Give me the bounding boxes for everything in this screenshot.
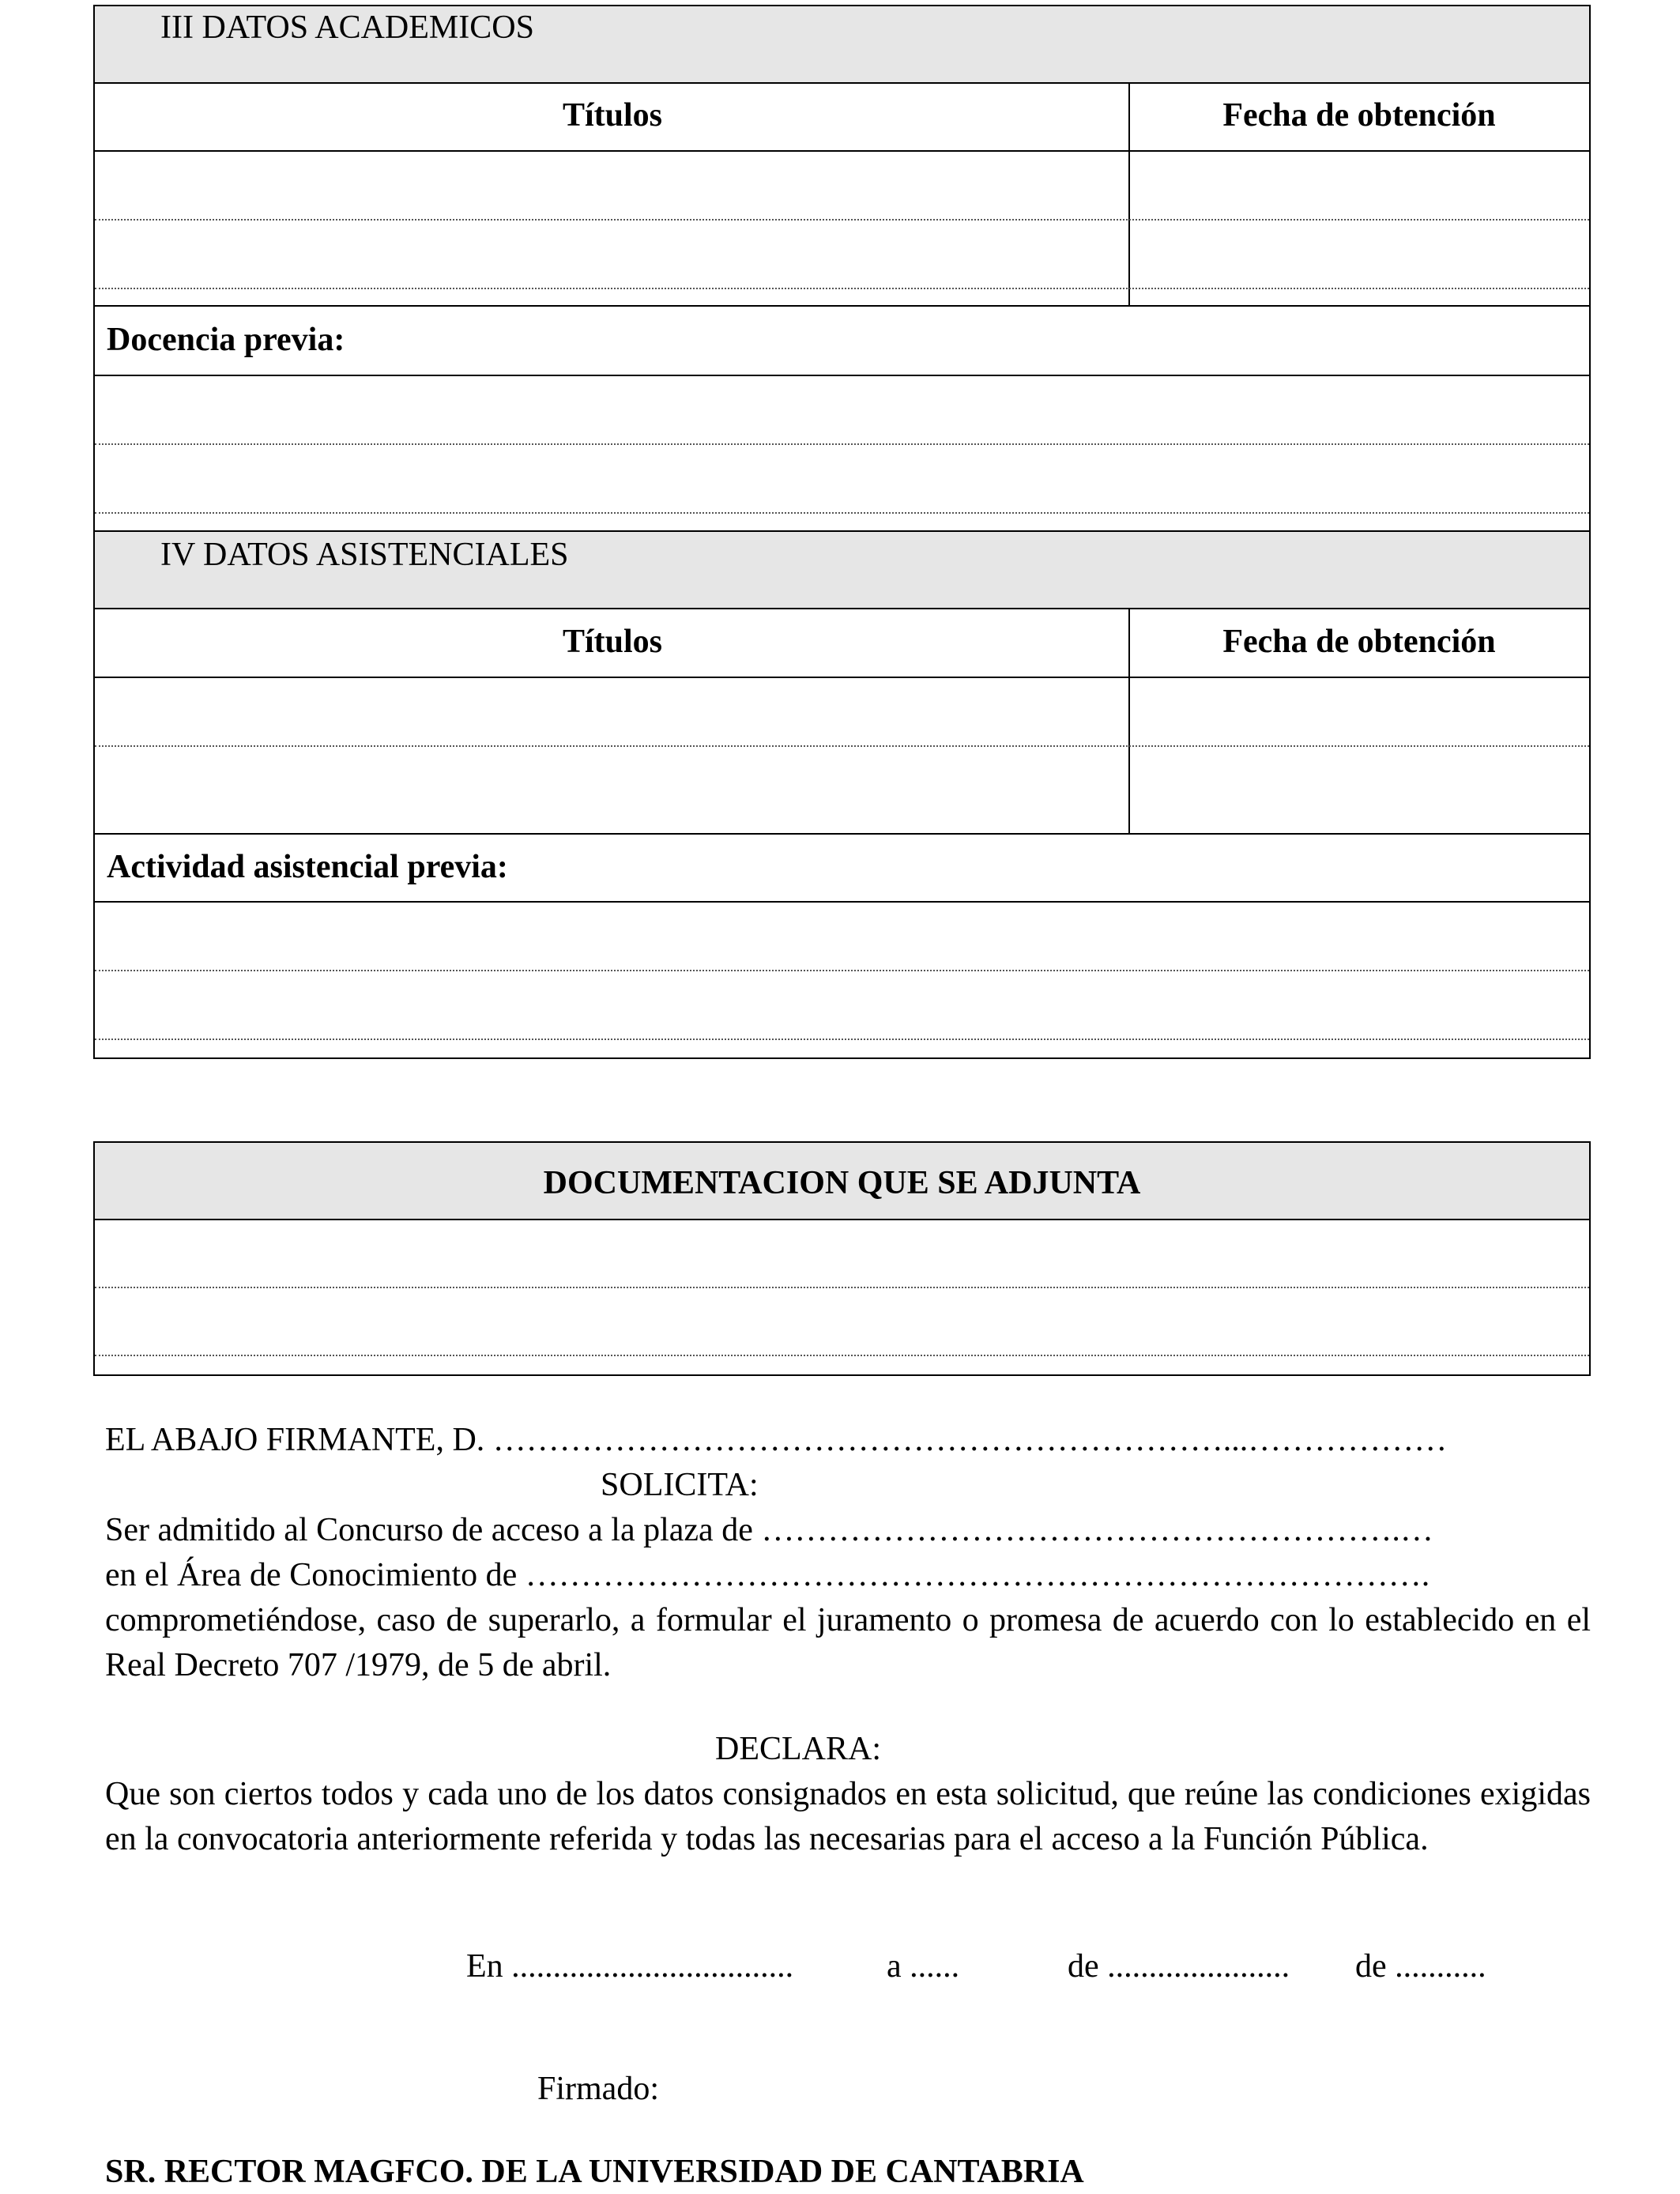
- academic-title-entry-1[interactable]: [96, 153, 1127, 219]
- request-commitment-paragraph: comprometiéndose, caso de superarlo, a formular el juramento o promesa de acuerdo con lo establecido en el Real Decreto 707 /1979, de 5 de abril.: [105, 1602, 1591, 1683]
- dotted-entry-line: [95, 970, 1589, 971]
- date-month-field[interactable]: de ......................: [1068, 1948, 1290, 1985]
- dotted-entry-line: [95, 1287, 1589, 1288]
- previous-teaching-entry-2[interactable]: [96, 446, 1588, 512]
- documentation-entry-1[interactable]: [96, 1221, 1588, 1287]
- previous-clinical-entry-1[interactable]: [96, 903, 1588, 970]
- previous-clinical-entry-2[interactable]: [96, 972, 1588, 1039]
- signature-label: Firmado:: [537, 2071, 659, 2107]
- divider: [93, 305, 1591, 307]
- documentation-title: DOCUMENTACION QUE SE ADJUNTA: [543, 1165, 1141, 1201]
- column-divider: [1128, 82, 1130, 305]
- divider: [93, 901, 1591, 903]
- section-title-clinical: IV DATOS ASISTENCIALES: [160, 537, 569, 573]
- declara-heading: DECLARA:: [715, 1731, 881, 1767]
- previous-teaching-label: Docencia previa:: [107, 322, 345, 358]
- previous-teaching-entry-1[interactable]: [96, 377, 1588, 443]
- dotted-entry-line: [95, 1039, 1589, 1040]
- request-area-line: en el Área de Conocimiento de ……………………………………………………………………….: [105, 1557, 1430, 1593]
- dotted-entry-line: [95, 512, 1589, 514]
- dotted-entry-line: [95, 1355, 1589, 1356]
- divider: [93, 677, 1591, 678]
- clinical-title-entry-1[interactable]: [96, 679, 1127, 745]
- dotted-entry-line: [95, 745, 1589, 747]
- column-header-date: Fecha de obtención: [1222, 97, 1496, 134]
- column-header-date: Fecha de obtención: [1222, 624, 1496, 660]
- clinical-date-entry-1[interactable]: [1132, 679, 1588, 745]
- dotted-entry-line: [95, 219, 1589, 221]
- column-header-titles: Títulos: [562, 624, 663, 660]
- dotted-entry-line: [95, 288, 1589, 289]
- signer-line: EL ABAJO FIRMANTE, D. …………………………………………………………...………………: [105, 1422, 1448, 1458]
- date-place-field[interactable]: En ..................................: [466, 1948, 794, 1985]
- documentation-entry-2[interactable]: [96, 1289, 1588, 1355]
- divider: [93, 375, 1591, 376]
- solicita-heading: SOLICITA:: [601, 1467, 759, 1503]
- request-position-line: Ser admitido al Concurso de acceso a la plaza de ………………………………………………….…: [105, 1512, 1433, 1548]
- divider: [93, 150, 1591, 152]
- academic-date-entry-2[interactable]: [1132, 221, 1588, 288]
- addressee: SR. RECTOR MAGFCO. DE LA UNIVERSIDAD DE CANTABRIA: [105, 2154, 1084, 2190]
- declaration-paragraph: Que son ciertos todos y cada uno de los datos consignados en esta solicitud, que reúne las condiciones exigidas en la convocatoria anteriormente referida y todas las necesarias para el acceso a la Función Pública.: [105, 1776, 1591, 1857]
- clinical-date-entry-2[interactable]: [1132, 748, 1588, 830]
- divider: [93, 82, 1591, 84]
- date-year-field[interactable]: de ...........: [1355, 1948, 1486, 1985]
- column-divider: [1128, 608, 1130, 833]
- section-title-academic: III DATOS ACADEMICOS: [160, 9, 534, 46]
- divider: [93, 1219, 1591, 1220]
- academic-title-entry-2[interactable]: [96, 221, 1127, 288]
- divider: [93, 608, 1591, 609]
- date-day-field[interactable]: a ......: [887, 1948, 960, 1985]
- dotted-entry-line: [95, 443, 1589, 445]
- divider: [93, 833, 1591, 835]
- academic-date-entry-1[interactable]: [1132, 153, 1588, 219]
- previous-clinical-activity-label: Actividad asistencial previa:: [107, 849, 508, 885]
- clinical-title-entry-2[interactable]: [96, 748, 1127, 830]
- column-header-titles: Títulos: [562, 97, 663, 134]
